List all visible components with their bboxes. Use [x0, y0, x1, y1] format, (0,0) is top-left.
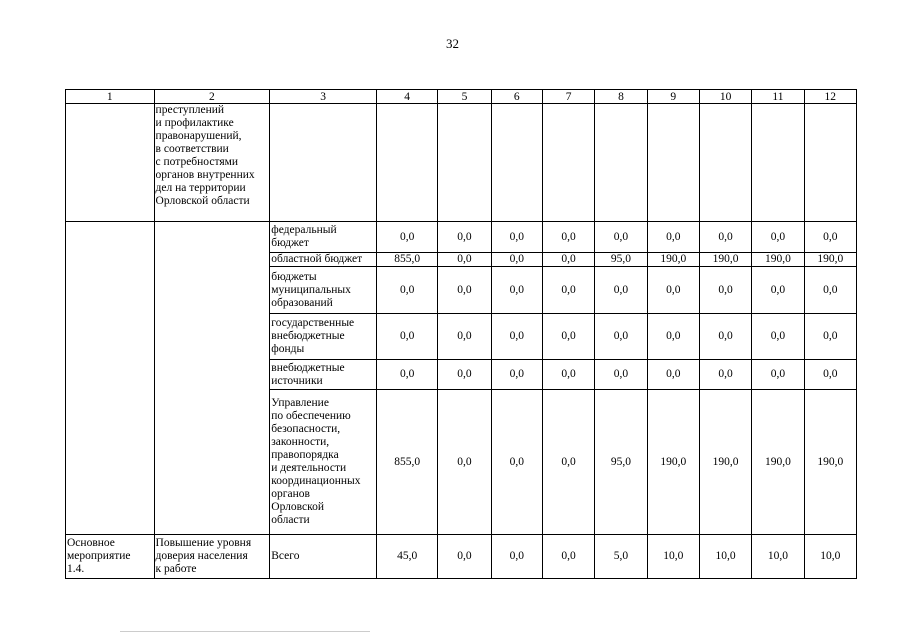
header-cell-10: 10 [699, 90, 751, 104]
value-cell-6: 0,0 [491, 314, 542, 360]
cont-col5 [438, 104, 491, 222]
cont-col3 [270, 104, 377, 222]
value-cell-12: 0,0 [804, 314, 856, 360]
funding-source-label: внебюджетные источники [270, 360, 377, 390]
value-cell-5: 0,0 [438, 360, 491, 390]
merged-col1 [66, 222, 155, 535]
header-cell-2: 2 [154, 90, 270, 104]
value-cell-12: 190,0 [804, 253, 856, 267]
value-cell-8: 0,0 [595, 360, 647, 390]
value-cell-10: 10,0 [699, 535, 751, 579]
activity-name: Основное мероприятие 1.4. [66, 535, 155, 579]
header-cell-12: 12 [804, 90, 856, 104]
cont-col12 [804, 104, 856, 222]
activity-total-label: Всего [270, 535, 377, 579]
value-cell-10: 0,0 [699, 360, 751, 390]
header-row [66, 90, 857, 104]
value-cell-9: 0,0 [647, 222, 699, 253]
cont-col7 [542, 104, 594, 222]
value-cell-8: 0,0 [595, 314, 647, 360]
page-number: 32 [446, 36, 459, 51]
funding-row [66, 222, 857, 253]
value-cell-6: 0,0 [491, 267, 542, 314]
value-cell-8: 95,0 [595, 253, 647, 267]
merged-col2 [154, 222, 270, 535]
value-cell-6: 0,0 [491, 222, 542, 253]
value-cell-8: 5,0 [595, 535, 647, 579]
value-cell-12: 190,0 [804, 390, 856, 535]
value-cell-10: 0,0 [699, 267, 751, 314]
value-cell-5: 0,0 [438, 314, 491, 360]
header-cell-8: 8 [595, 90, 647, 104]
value-cell-10: 190,0 [699, 253, 751, 267]
activity-row [66, 535, 857, 579]
value-cell-11: 190,0 [752, 253, 804, 267]
continuation-row [66, 104, 857, 222]
header-cell-3: 3 [270, 90, 377, 104]
funding-source-label: Управление по обеспечению безопасности, законности, правопорядка и деятельности координационных органов Орловской области [270, 390, 377, 535]
header-cell-5: 5 [438, 90, 491, 104]
value-cell-5: 0,0 [438, 253, 491, 267]
value-cell-10: 0,0 [699, 314, 751, 360]
value-cell-12: 0,0 [804, 360, 856, 390]
header-cell-1: 1 [66, 90, 155, 104]
cont-col1 [66, 104, 155, 222]
value-cell-9: 0,0 [647, 360, 699, 390]
value-cell-8: 0,0 [595, 267, 647, 314]
value-cell-6: 0,0 [491, 390, 542, 535]
value-cell-5: 0,0 [438, 390, 491, 535]
value-cell-5: 0,0 [438, 267, 491, 314]
cont-col4 [376, 104, 437, 222]
header-cell-6: 6 [491, 90, 542, 104]
value-cell-9: 10,0 [647, 535, 699, 579]
header-cell-4: 4 [376, 90, 437, 104]
value-cell-4: 855,0 [376, 253, 437, 267]
cont-col9 [647, 104, 699, 222]
header-cell-11: 11 [752, 90, 804, 104]
value-cell-11: 0,0 [752, 314, 804, 360]
value-cell-11: 10,0 [752, 535, 804, 579]
value-cell-11: 0,0 [752, 267, 804, 314]
value-cell-7: 0,0 [542, 222, 594, 253]
value-cell-8: 0,0 [595, 222, 647, 253]
value-cell-9: 190,0 [647, 253, 699, 267]
value-cell-12: 10,0 [804, 535, 856, 579]
value-cell-11: 0,0 [752, 360, 804, 390]
value-cell-4: 0,0 [376, 314, 437, 360]
value-cell-10: 0,0 [699, 222, 751, 253]
header-cell-7: 7 [542, 90, 594, 104]
funding-source-label: федеральный бюджет [270, 222, 377, 253]
cont-col2: преступлений и профилактике правонарушений, в соответствии с потребностями органов внутренних дел на территории Орловской области [154, 104, 270, 222]
value-cell-11: 190,0 [752, 390, 804, 535]
cont-col11 [752, 104, 804, 222]
value-cell-9: 0,0 [647, 267, 699, 314]
value-cell-9: 0,0 [647, 314, 699, 360]
value-cell-4: 45,0 [376, 535, 437, 579]
value-cell-9: 190,0 [647, 390, 699, 535]
value-cell-12: 0,0 [804, 222, 856, 253]
value-cell-12: 0,0 [804, 267, 856, 314]
header-cell-9: 9 [647, 90, 699, 104]
value-cell-4: 0,0 [376, 222, 437, 253]
value-cell-11: 0,0 [752, 222, 804, 253]
value-cell-7: 0,0 [542, 390, 594, 535]
cont-col10 [699, 104, 751, 222]
value-cell-8: 95,0 [595, 390, 647, 535]
value-cell-5: 0,0 [438, 222, 491, 253]
value-cell-4: 855,0 [376, 390, 437, 535]
funding-source-label: бюджеты муниципальных образований [270, 267, 377, 314]
value-cell-7: 0,0 [542, 253, 594, 267]
scan-artifact [120, 631, 370, 632]
value-cell-6: 0,0 [491, 253, 542, 267]
funding-source-label: областной бюджет [270, 253, 377, 267]
value-cell-4: 0,0 [376, 360, 437, 390]
value-cell-7: 0,0 [542, 314, 594, 360]
value-cell-7: 0,0 [542, 535, 594, 579]
value-cell-6: 0,0 [491, 360, 542, 390]
cont-col6 [491, 104, 542, 222]
cont-col8 [595, 104, 647, 222]
value-cell-4: 0,0 [376, 267, 437, 314]
value-cell-7: 0,0 [542, 267, 594, 314]
value-cell-7: 0,0 [542, 360, 594, 390]
value-cell-5: 0,0 [438, 535, 491, 579]
value-cell-10: 190,0 [699, 390, 751, 535]
activity-description: Повышение уровня доверия населения к работе [154, 535, 270, 579]
funding-source-label: государственные внебюджетные фонды [270, 314, 377, 360]
value-cell-6: 0,0 [491, 535, 542, 579]
budget-table [65, 89, 857, 579]
